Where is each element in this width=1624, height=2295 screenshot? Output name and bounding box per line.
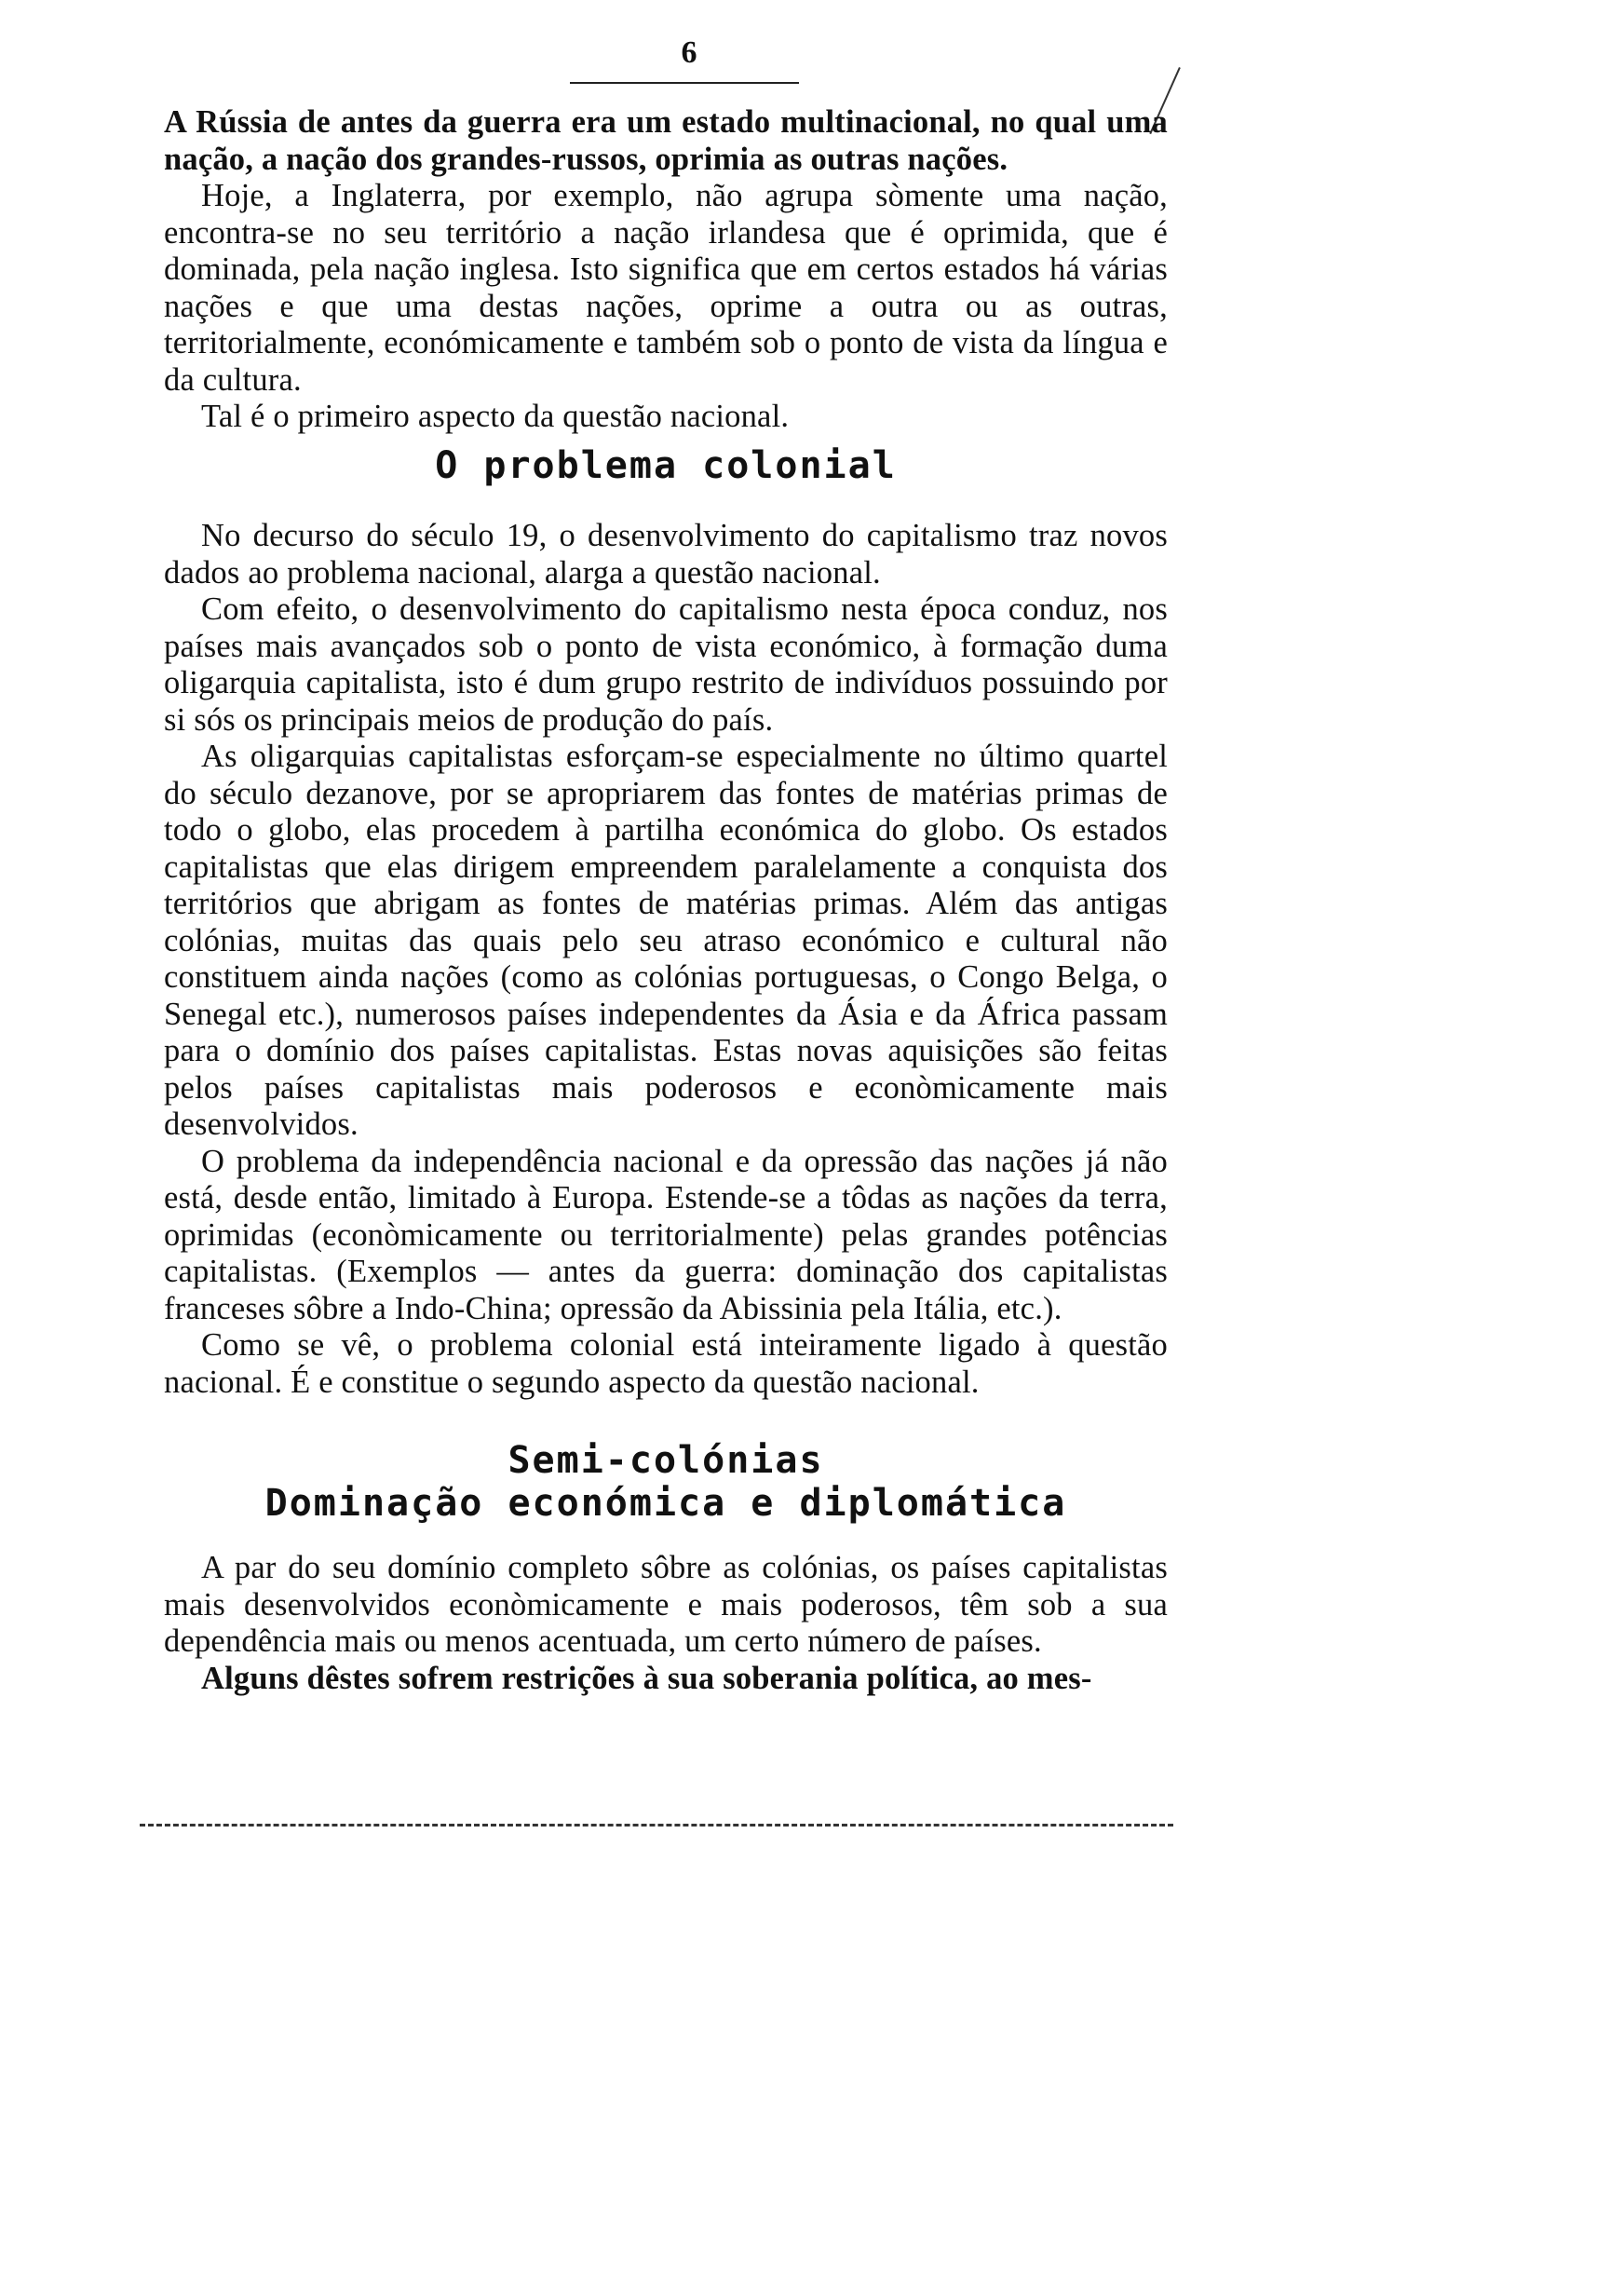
paragraph-nineteenth-century: No decurso do século 19, o desenvolvimento do capitalismo traz novos dados ao problema nacional, alarga a questão nacional. [164,518,1168,591]
paragraph-sovereignty-restrictions: Alguns dêstes sofrem restrições à sua soberania política, ao mes- [201,1660,1092,1696]
footer-rule [140,1824,1173,1826]
paragraph-beyond-europe: O problema da independência nacional e da opressão das nações já não está, desde então, limitado à Europa. Estende-se a tôdas as nações da terra, oprimidas (econòmicamente ou territorialmente) pelas grandes potências capitalistas. (Exemplos — antes da guerra: dominação dos capitalistas franceses sôbre a Indo-China; opressão da Abissinia pela Itália, etc.). [164,1143,1168,1326]
section-colonial-problem [164,518,1168,1401]
paragraph-russia: A Rússia de antes da guerra era um estado multinacional, no qual uma nação, a nação dos grandes-russos, oprimia as outras nações. [164,104,1168,177]
paragraph-capitalist-oligarchy: Com efeito, o desenvolvimento do capitalismo nesta época conduz, nos países mais avançados sob o ponto de vista económico, à formação duma oligarquia capitalista, isto é dum grupo restrito de indivíduos possuindo por si sós os principais meios de produção do país. [164,591,1168,738]
paragraph-dependence: A par do seu domínio completo sôbre as colónias, os países capitalistas mais desenvolvidos econòmicamente e mais poderosos, têm sob a sua dependência mais ou menos acentuada, um certo número de países. [164,1550,1168,1659]
paragraph-first-aspect: Tal é o primeiro aspecto da questão nacional. [201,399,790,434]
paragraph-second-aspect: Como se vê, o problema colonial está inteiramente ligado à questão nacional. É e constitue o segundo aspecto da questão nacional. [164,1327,1168,1400]
heading-semi-colonies: Semi-colónias [508,1439,824,1482]
paragraph-england: Hoje, a Inglaterra, por exemplo, não agrupa sòmente uma nação, encontra-se no seu território a nação irlandesa que é oprimida, que é dominada, pela nação inglesa. Isto significa que em certos estados há várias nações e que uma destas nações, oprime a outra ou as outras, territorialmente, económicamente e também sob o ponto de vista da língua e da cultura. [164,178,1168,398]
heading-economic-domination: Dominação económica e diplomática [264,1482,1067,1525]
section-semi-colonies [164,1550,1168,1697]
heading-colonial-problem: O problema colonial [435,444,897,487]
paragraph-partition-of-globe: As oligarquias capitalistas esforçam-se especialmente no último quartel do século dezanove, por se apropriarem das fontes de matérias primas de todo o globo, elas procedem à partilha económica do globo. Os estados capitalistas que elas dirigem empreendem paralelamente a conquista dos territórios que abrigam as fontes de matérias primas. Além das antigas colónias, muitas das quais pelo seu atraso económico e cultural não constituem ainda nações (como as colónias portuguesas, o Congo Belga, o Senegal etc.), numerosos países independentes da Ásia e da África passam para o domínio dos países capitalistas. Estas novas aquisições são feitas pelos países capitalistas mais poderosos e econòmicamente mais desenvolvidos. [164,739,1168,1142]
section-multinational-states [164,104,1168,436]
header-rule [570,82,799,84]
page-number: 6 [681,35,697,70]
